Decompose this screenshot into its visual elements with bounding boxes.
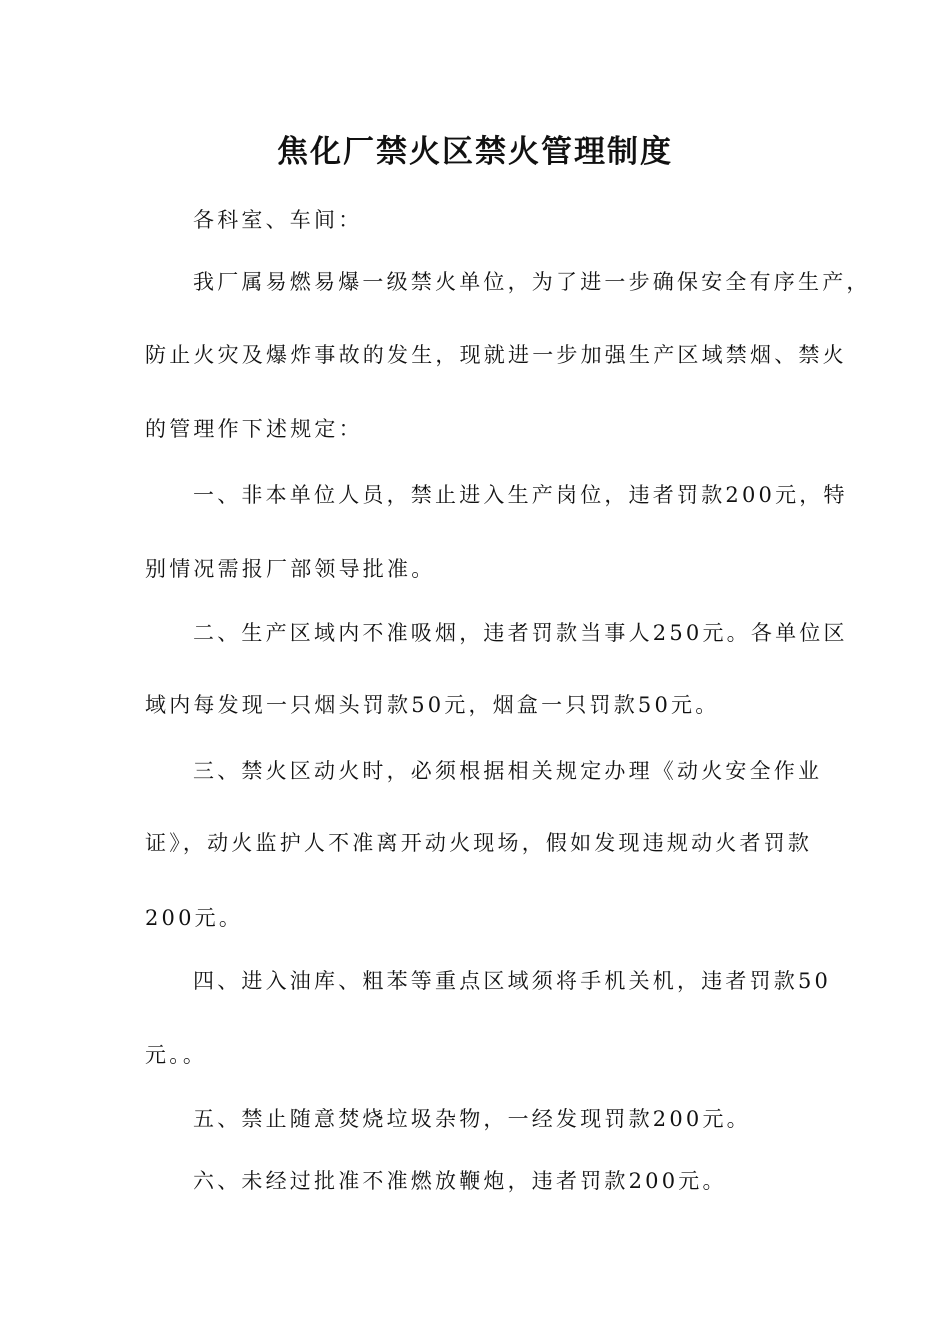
rule-5: 五、禁止随意焚烧垃圾杂物，一经发现罚款200元。 [193,1107,751,1131]
rule-3-line-3: 200元。 [145,906,244,930]
rule-3-line-2: 证》，动火监护人不准离开动火现场，假如发现违规动火者罚款 [145,831,813,855]
rule-2-line-2: 域内每发现一只烟头罚款50元，烟盒一只罚款50元。 [145,693,720,717]
rule-4-line-2: 元。。 [145,1043,208,1067]
intro-line-1: 我厂属易燃易爆一级禁火单位，为了进一步确保安全有序生产， [193,270,871,294]
rule-3-line-1: 三、禁火区动火时，必须根据相关规定办理《动火安全作业 [193,759,823,783]
salutation: 各科室、车间： [193,208,363,232]
intro-line-2: 防止火灾及爆炸事故的发生，现就进一步加强生产区域禁烟、禁火 [145,343,847,367]
rule-1-line-1: 一、非本单位人员，禁止进入生产岗位，违者罚款200元，特 [193,483,848,507]
intro-line-3: 的管理作下述规定： [145,417,363,441]
rule-6: 六、未经过批准不准燃放鞭炮，违者罚款200元。 [193,1169,727,1193]
rule-2-line-1: 二、生产区域内不准吸烟，违者罚款当事人250元。各单位区 [193,621,848,645]
document-title: 焦化厂禁火区禁火管理制度 [277,134,673,170]
rule-1-line-2: 别情况需报厂部领导批准。 [145,557,436,581]
rule-4-line-1: 四、进入油库、粗苯等重点区域须将手机关机，违者罚款50 [193,969,832,993]
